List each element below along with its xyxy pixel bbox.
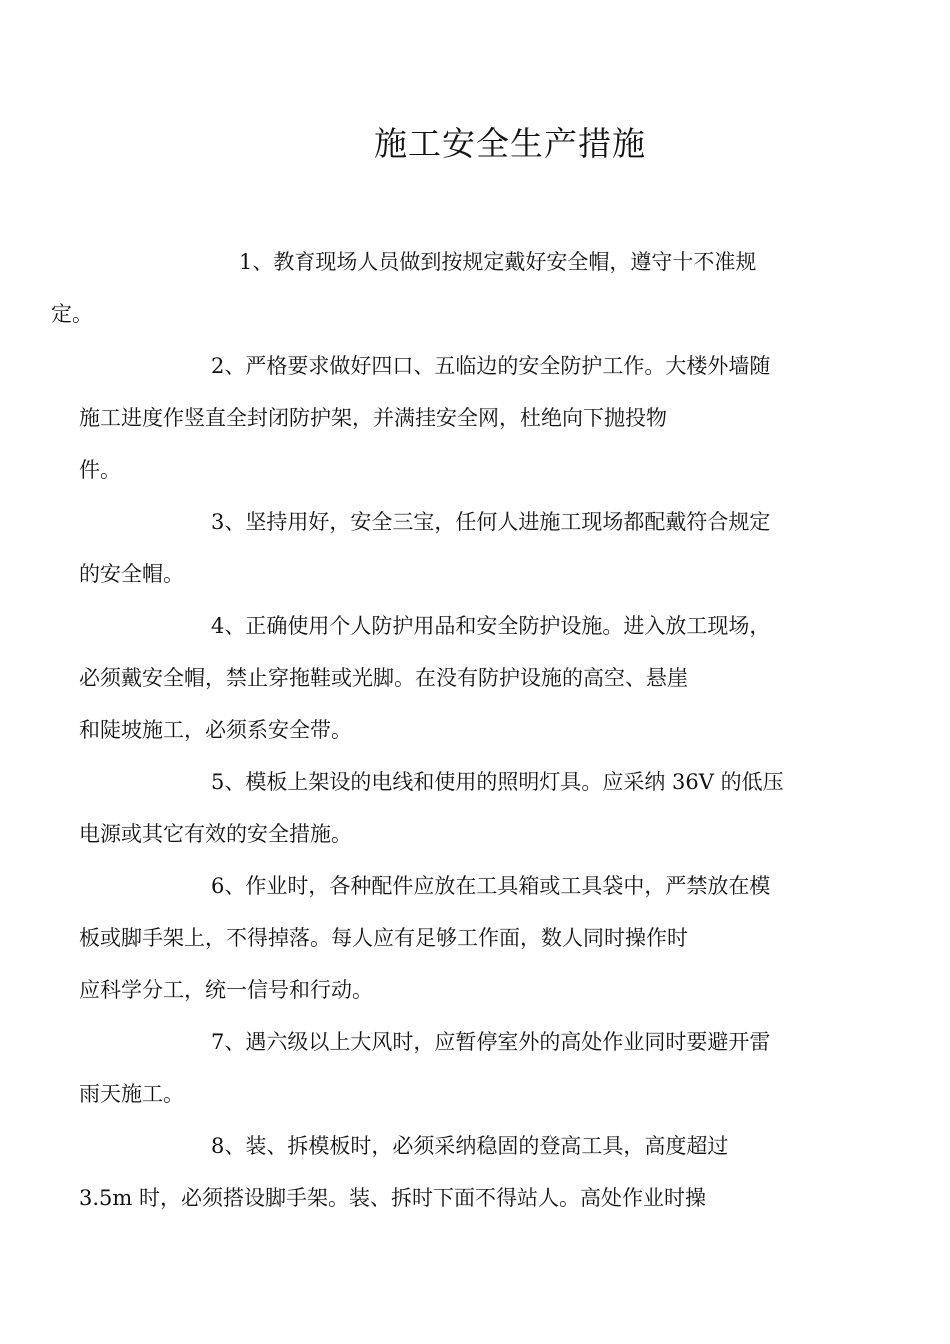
paragraph-5 (79, 756, 811, 860)
paragraph-line: 件。 (79, 458, 121, 482)
paragraph-line: 1、教育现场人员做到按规定戴好安全帽，遵守十不准规 (239, 250, 757, 274)
paragraph-line: 5、模板上架设的电线和使用的照明灯具。应采纳 36V 的低压 (211, 770, 784, 794)
paragraph-line: 板或脚手架上，不得掉落。每人应有足够工作面，数人同时操作时 (79, 926, 688, 950)
paragraph-line: 和陡坡施工，必须系安全带。 (79, 718, 352, 742)
paragraph-1 (51, 236, 811, 340)
paragraph-line: 3、坚持用好，安全三宝，任何人进施工现场都配戴符合规定 (211, 510, 771, 534)
document-title: 施工安全生产措施 (374, 124, 646, 163)
paragraph-line: 7、遇六级以上大风时，应暂停室外的高处作业同时要避开雷 (211, 1030, 771, 1054)
paragraph-line: 雨天施工。 (79, 1082, 184, 1106)
paragraph-2 (79, 340, 811, 496)
paragraph-6 (79, 860, 811, 1016)
paragraph-line: 3.5m 时，必须搭设脚手架。装、拆时下面不得站人。高处作业时操 (79, 1186, 706, 1210)
paragraph-line: 必须戴安全帽，禁止穿拖鞋或光脚。在没有防护设施的高空、悬崖 (79, 666, 688, 690)
paragraph-line: 的安全帽。 (79, 562, 184, 586)
paragraph-line: 电源或其它有效的安全措施。 (79, 822, 352, 846)
paragraph-4 (79, 600, 811, 756)
paragraph-8 (79, 1120, 811, 1224)
paragraph-3 (79, 496, 811, 600)
paragraph-line: 6、作业时，各种配件应放在工具箱或工具袋中，严禁放在模 (211, 874, 771, 898)
paragraph-line: 2、严格要求做好四口、五临边的安全防护工作。大楼外墙随 (211, 354, 771, 378)
document-body (51, 236, 811, 1224)
paragraph-line: 应科学分工，统一信号和行动。 (79, 978, 373, 1002)
paragraph-line: 4、正确使用个人防护用品和安全防护设施。进入放工现场， (211, 614, 771, 638)
paragraph-line: 8、装、拆模板时，必须采纳稳固的登高工具，高度超过 (211, 1134, 729, 1158)
paragraph-7 (79, 1016, 811, 1120)
paragraph-line: 施工进度作竖直全封闭防护架，并满挂安全网，杜绝向下抛投物 (79, 406, 667, 430)
paragraph-line: 定。 (51, 302, 93, 326)
